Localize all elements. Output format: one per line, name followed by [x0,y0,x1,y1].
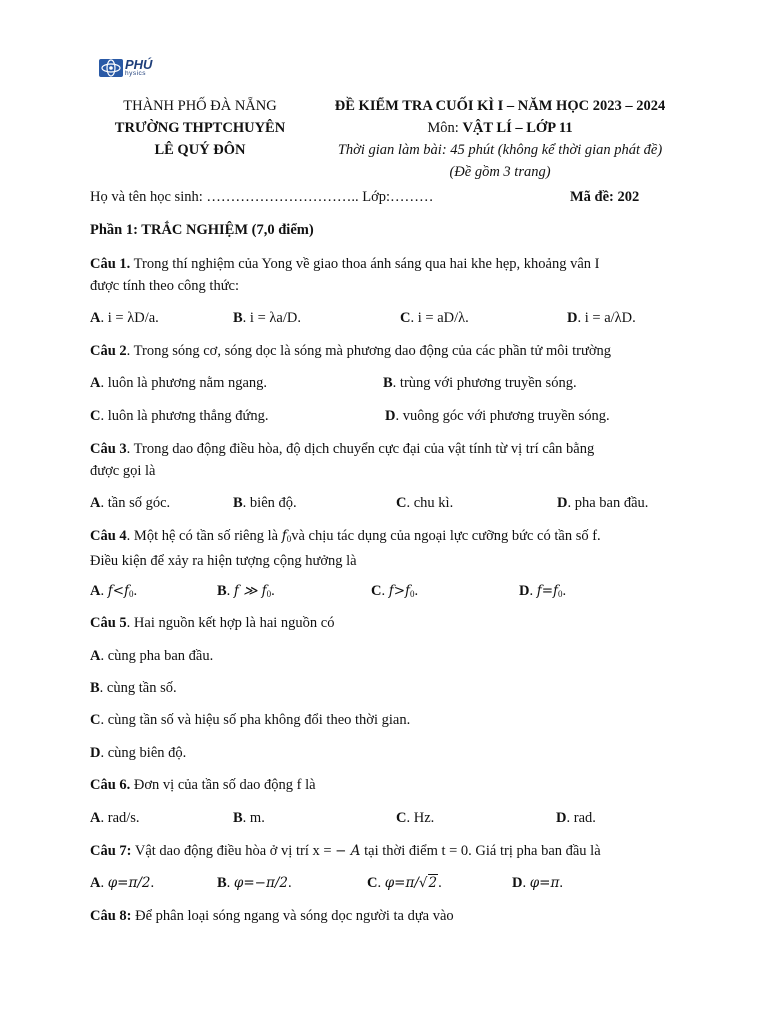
city-name: THÀNH PHỐ ĐÀ NẴNG [123,98,277,114]
question-label: Câu 1. [90,256,131,272]
q7-option-a: A. φ=π/2. [90,875,155,891]
q4-option-d: D. $f=f_0$. [519,583,567,599]
exam-title: ĐỀ KIỂM TRA CUỐI KÌ I – NĂM HỌC 2023 – 2024 [334,98,666,114]
question-label: Câu 5 [90,615,127,631]
q5-option-c: C. cùng tần số và hiệu số pha không đổi theo thời gian. [90,712,411,728]
question-text: Để phân loại sóng ngang và sóng dọc người ta dựa vào [131,908,454,924]
exam-subject: Môn: VẬT LÍ – LỚP 11 [427,120,573,136]
subject-name: VẬT LÍ – LỚP 11 [462,120,573,136]
question-label: Câu 2 [90,343,127,359]
q2-option-a: A. luôn là phương nằm ngang. [90,375,268,391]
q7-option-b: B. φ=−π/2. [217,875,292,891]
q7-option-d: D. φ=π. [512,875,563,891]
question-label: Câu 3 [90,441,127,457]
question-label: Câu 4 [90,528,127,544]
student-name-field: Họ và tên học sinh: ………………………….. Lớp:……… [90,189,434,205]
atom-logo-icon [98,57,124,79]
question-text: Trong thí nghiệm của Yong về giao thoa ánh sáng qua hai khe hẹp, khoảng vân I [130,256,600,272]
question-text: . Trong dao động điều hòa, độ dịch chuyển cực đại của vật tính từ vị trí cân bằng [126,441,595,457]
section-title: Phần 1: TRẮC NGHIỆM (7,0 điểm) [90,222,314,238]
exam-time: Thời gian làm bài: 45 phút (không kể thời gian phát đề) [337,142,663,158]
q2-option-d: D. vuông góc với phương truyền sóng. [385,408,610,424]
q5-option-a: A. cùng pha ban đầu. [90,648,214,664]
q4-option-c: C. $f>f_0$. [371,583,419,599]
question-text: được tính theo công thức: [90,278,240,294]
question-7: Câu 7: Vật dao động điều hòa ở vị trí x = − A tại thời điểm t = 0. Giá trị pha ban đầu là [90,843,601,859]
q6-option-c: C. Hz. [396,810,435,826]
q4-option-b: B. f ≫ $f_0$. [217,583,275,599]
exam-info [305,95,695,183]
question-8 [90,905,680,927]
question-2 [90,340,680,362]
question-text: . Hai nguồn kết hợp là hai nguồn có [126,615,335,631]
question-text: Điều kiện để xảy ra hiện tượng cộng hưởng là [90,553,357,569]
q2-option-b: B. trùng với phương truyền sóng. [383,375,577,391]
q1-option-b: B. i = λa/D. [233,310,301,326]
logo-sub-text: hysics [125,70,147,78]
question-label: Câu 8: [90,908,132,924]
q6-option-d: D. rad. [556,810,596,826]
q3-option-d: D. pha ban đầu. [557,495,649,511]
question-5 [90,612,680,634]
question-4: Câu 4. Một hệ có tần số riêng là $f_0và$ chịu tác dụng của ngoại lực cưỡng bức có tần số f. Điều kiện để xảy ra hiện tượng cộng hưởng là [90,528,601,569]
q5-option-b: B. cùng tần số. [90,680,177,696]
q7-option-c: C. φ=π/√2. [367,875,442,891]
amplitude-symbol: − A [335,843,361,859]
question-text: Đơn vị của tần số dao động f là [130,777,316,793]
question-1 [90,253,680,297]
question-text: . Trong sóng cơ, sóng dọc là sóng mà phương dao động của các phần tử môi trường [126,343,612,359]
question-label: Câu 7: [90,843,132,859]
q6-option-a: A. rad/s. [90,810,140,826]
q6-option-b: B. m. [233,810,265,826]
q4-option-a: A. $f<f_0$. [90,583,138,599]
question-label: Câu 6. [90,777,131,793]
school-name-line2: LÊ QUÝ ĐÔN [154,142,246,158]
q3-option-c: C. chu kì. [396,495,454,511]
q2-option-c: C. luôn là phương thẳng đứng. [90,408,269,424]
q3-option-b: B. biên độ. [233,495,297,511]
question-text: được gọi là [90,463,156,479]
q1-option-c: C. i = aD/λ. [400,310,469,326]
exam-code: Mã đề: 202 [570,189,640,205]
q3-option-a: A. tần số góc. [90,495,171,511]
question-6 [90,774,680,796]
exam-page-count: (Đề gồm 3 trang) [449,164,551,180]
q5-option-d: D. cùng biên độ. [90,745,187,761]
q1-option-d: D. i = a/λD. [567,310,636,326]
exam-code-value: 202 [617,189,640,205]
question-3 [90,438,680,482]
school-logo [98,55,152,81]
sqrt-symbol: √ [418,875,428,891]
school-name-line1: TRƯỜNG THPTCHUYÊN [114,120,286,136]
q1-option-a: A. i = λD/a. [90,310,159,326]
logo-main-text: PHÚ [125,57,153,73]
school-info [90,95,310,161]
natural-frequency-symbol: f [281,528,287,544]
